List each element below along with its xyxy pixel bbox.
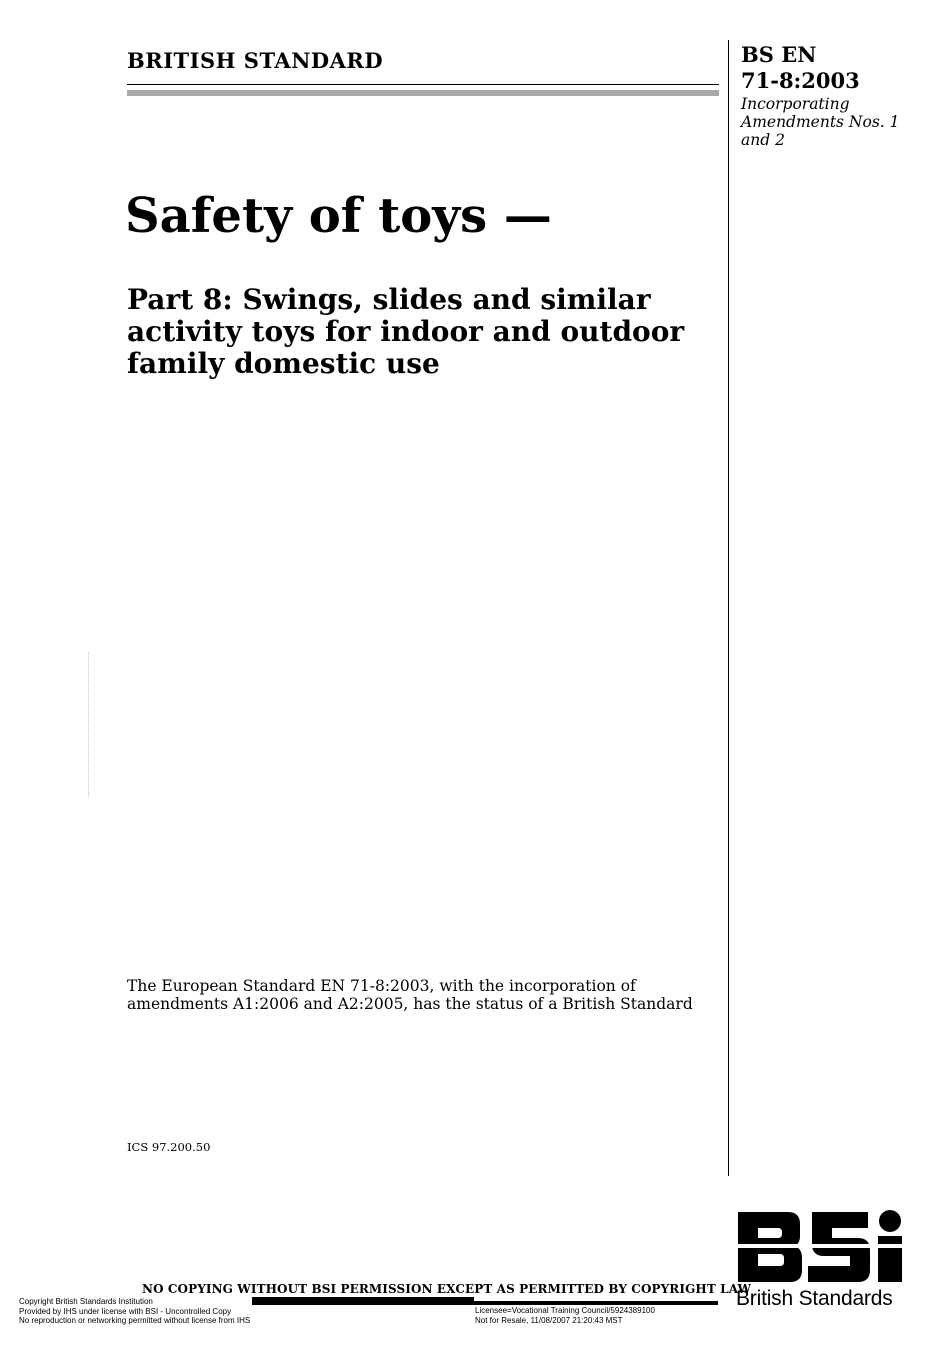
header-rule-thick: [127, 90, 719, 96]
subtitle-line1: Part 8: Swings, slides and similar: [127, 283, 651, 316]
copyright-notice: NO COPYING WITHOUT BSI PERMISSION EXCEPT AS PERMITTED BY COPYRIGHT LAW: [142, 1282, 752, 1296]
status-line2: amendments A1:2006 and A2:2005, has the status of a British Standard: [127, 995, 693, 1013]
status-statement: [127, 977, 707, 1013]
amendments-line3: and 2: [741, 131, 785, 149]
standard-number-line2: 71-8:2003: [741, 68, 860, 93]
standard-number: [741, 42, 860, 94]
bsi-logo-mark: [736, 1208, 906, 1286]
footer-left-line3: No reproduction or networking permitted without license from IHS: [19, 1316, 251, 1325]
standard-number-line1: BS EN: [741, 42, 817, 67]
document-title: Safety of toys —: [125, 188, 552, 244]
subtitle-line2: activity toys for indoor and outdoor: [127, 315, 685, 348]
bsi-logo-caption: British Standards: [736, 1287, 893, 1310]
amendments-line1: Incorporating: [741, 95, 850, 113]
subtitle-line3: family domestic use: [127, 347, 440, 380]
ics-code: ICS 97.200.50: [127, 1140, 211, 1154]
footer-license-right: [475, 1306, 655, 1325]
footer-right-line2: Not for Resale, 11/08/2007 21:20:43 MST: [475, 1315, 623, 1325]
footer-right-line1: Licensee=Vocational Training Council/5924389100: [475, 1306, 655, 1315]
margin-dotted-mark: [88, 652, 97, 797]
amendments-note: [741, 95, 921, 149]
column-divider: [728, 40, 729, 1176]
footer-left-line1: Copyright British Standards Institution: [19, 1297, 153, 1306]
footer-bar-right: [474, 1301, 718, 1305]
bsi-logo: [736, 1208, 906, 1290]
header-rule-thin: [127, 84, 719, 85]
amendments-line2: Amendments Nos. 1: [741, 113, 900, 131]
series-heading: BRITISH STANDARD: [127, 48, 384, 73]
document-subtitle: [127, 284, 707, 380]
footer-license-left: [19, 1297, 252, 1326]
footer-left-line2: Provided by IHS under license with BSI - Uncontrolled Copy: [19, 1306, 232, 1316]
status-line1: The European Standard EN 71-8:2003, with the incorporation of: [127, 977, 636, 995]
